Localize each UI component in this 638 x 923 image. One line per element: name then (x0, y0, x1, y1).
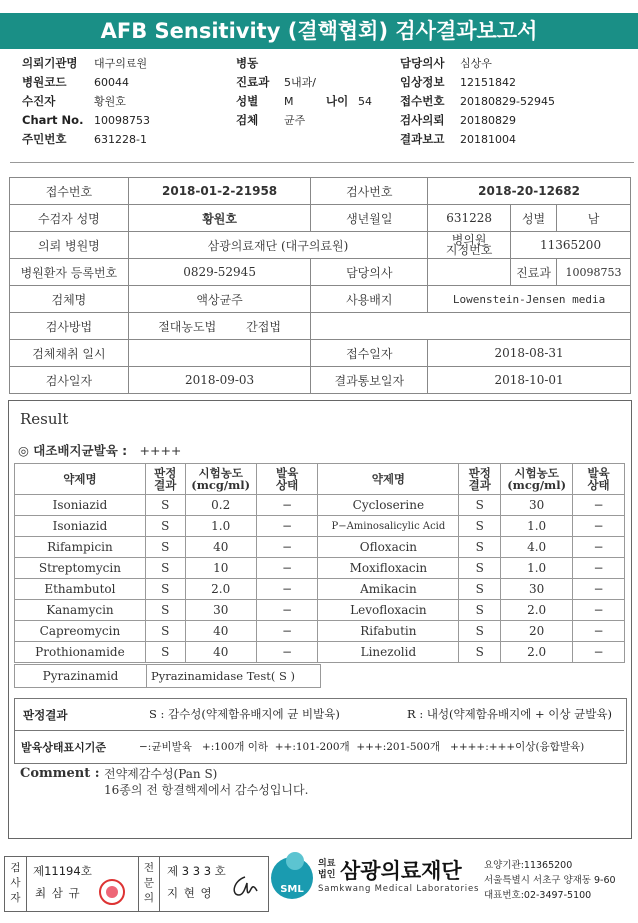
header-row: 담당의사 심상우 (400, 56, 492, 70)
drug-name: Kanamycin (15, 600, 146, 621)
header-col-1 (22, 54, 222, 149)
header-row: 접수번호 20180829-52945 (400, 94, 555, 108)
doctor (428, 259, 511, 286)
growth: − (256, 558, 318, 579)
signature-box (4, 856, 269, 912)
header-line: 시험농도 (198, 466, 243, 480)
concentration: 1.0 (185, 516, 256, 537)
drug-row (15, 558, 625, 579)
concentration: 30 (501, 579, 573, 600)
org-addr: 서울특별시 서초구 양재동 9-60 (484, 875, 616, 886)
drug-name: Streptomycin (15, 558, 146, 579)
label: 수검자 성명 (10, 205, 129, 232)
drug-name: Prothionamide (15, 642, 146, 663)
growth: − (573, 642, 625, 663)
drug-name: Isoniazid (15, 495, 146, 516)
hospital-code: 11365200 (511, 232, 631, 259)
header-line: 결과 (154, 478, 177, 492)
dept: 10098753 (557, 259, 631, 286)
sex: 남 (557, 205, 631, 232)
divider (10, 162, 634, 163)
judge: S (459, 621, 501, 642)
comment-text (104, 766, 308, 798)
drug-row (15, 516, 625, 537)
drug-name: Capreomycin (15, 621, 146, 642)
control-label: ◎ 대조배지균발육 : (18, 443, 128, 458)
header-col-3 (400, 54, 630, 149)
inspector-no: 제11194호 (33, 864, 92, 878)
judge: S (145, 516, 185, 537)
concentration: 20 (501, 621, 573, 642)
drug-row (15, 621, 625, 642)
label: 검체채취 일시 (10, 340, 129, 367)
specialist-no: 제 3 3 3 호 (167, 864, 226, 878)
header-line: (mcg/ml) (191, 478, 251, 492)
stamp-core (106, 886, 118, 898)
label: 검체명 (10, 286, 129, 313)
label: 접수일자 (311, 340, 428, 367)
judge: S (145, 495, 185, 516)
legend-growth-label: 발육상태표시기준 (21, 741, 107, 754)
drug-name: Linezolid (318, 642, 459, 663)
label: 성별 (511, 205, 557, 232)
comment-line: 전약제감수성(Pan S) (104, 767, 218, 781)
header-line: 판정 (468, 466, 491, 480)
control-growth (18, 441, 181, 459)
inspector-vertical: 검사자 (10, 862, 21, 904)
judge: S (459, 558, 501, 579)
label-line: 병의원 (451, 233, 487, 247)
growth: − (256, 621, 318, 642)
drug-row (15, 600, 625, 621)
col-growth (573, 464, 625, 495)
concentration: 4.0 (501, 537, 573, 558)
label: 접수번호 (10, 178, 129, 205)
comment-label: Comment : (20, 766, 100, 781)
header-col-2 (236, 54, 396, 130)
notify-date: 2018-10-01 (428, 367, 631, 394)
drug-name: Ofloxacin (318, 537, 459, 558)
org-legal (318, 859, 335, 881)
label: 의뢰 병원명 (10, 232, 129, 259)
org-small: 의료 (318, 859, 336, 869)
drug-name: Amikacin (318, 579, 459, 600)
stamp-seal (99, 879, 125, 905)
label: 생년월일 (311, 205, 428, 232)
reg-number: 2018-01-2-21958 (128, 178, 311, 205)
logo-text: SML (280, 884, 304, 895)
col-judge (459, 464, 501, 495)
test-number: 2018-20-12682 (428, 178, 631, 205)
org-code: 요양기관:11365200 (484, 860, 573, 871)
org-tel: 대표번호:02-3497-5100 (484, 890, 592, 901)
concentration: 30 (185, 600, 256, 621)
dob: 631228 (428, 205, 511, 232)
growth: − (573, 516, 625, 537)
drug-table (14, 463, 625, 663)
growth: − (256, 642, 318, 663)
growth: − (573, 495, 625, 516)
growth: − (573, 558, 625, 579)
concentration: 2.0 (501, 642, 573, 663)
drug-row (15, 495, 625, 516)
legend-judge-r: R : 내성(약제함유배지에 + 이상 균발육) (407, 707, 612, 721)
legend-growth-row (15, 731, 624, 762)
concentration: 2.0 (185, 579, 256, 600)
header-row: 진료과 5내과/ (236, 75, 316, 89)
label: 검사일자 (10, 367, 129, 394)
method (128, 313, 311, 340)
specialist-label (138, 857, 160, 911)
header-row: 수진자 황원호 (22, 94, 126, 108)
signature-mark (227, 873, 261, 903)
org-small: 법인 (318, 870, 336, 880)
logo-dot (286, 852, 304, 870)
drug-name: Levofloxacin (318, 600, 459, 621)
col-growth (256, 464, 318, 495)
header-row: 검사의뢰 20180829 (400, 113, 516, 127)
header-row: Chart No. 10098753 (22, 113, 150, 127)
header-row: 주민번호 631228-1 (22, 132, 147, 146)
growth: − (256, 516, 318, 537)
judge: S (145, 600, 185, 621)
growth: − (573, 537, 625, 558)
specialist-name: 지 현 영 (167, 886, 213, 900)
header-row: 병동 (236, 56, 259, 70)
media: Lowenstein-Jensen media (428, 286, 631, 313)
label: 검사번호 (311, 178, 428, 205)
concentration: 1.0 (501, 516, 573, 537)
concentration: 1.0 (501, 558, 573, 579)
col-conc (185, 464, 256, 495)
drug-rows (15, 495, 625, 663)
method-1: 절대농도법 (158, 319, 217, 334)
growth: − (573, 621, 625, 642)
header-row: 임상정보 12151842 (400, 75, 516, 89)
header-line: 상태 (587, 478, 610, 492)
label: 담당의사 (311, 259, 428, 286)
drug-name: Cycloserine (318, 495, 459, 516)
header-line: 상태 (275, 478, 299, 492)
result-title: Result (20, 410, 69, 428)
concentration: 10 (185, 558, 256, 579)
judge: S (459, 600, 501, 621)
judge: S (145, 558, 185, 579)
judge: S (459, 516, 501, 537)
header-line: 결과 (468, 478, 491, 492)
report-title: AFB Sensitivity (결핵협회) 검사결과보고서 (0, 13, 638, 49)
label-line: 지정번호 (445, 243, 493, 257)
col-drug: 약제명 (318, 464, 459, 495)
concentration: 40 (185, 642, 256, 663)
judge: S (459, 495, 501, 516)
drug-name: Rifampicin (15, 537, 146, 558)
specimen: 액상균주 (128, 286, 311, 313)
legend-judge-label: 판정결과 (23, 708, 68, 722)
header-line: 발육 (275, 466, 299, 480)
pza-value: Pyrazinamidase Test( S ) (151, 669, 296, 683)
comment-line: 16종의 전 항결핵제에서 감수성입니다. (104, 783, 309, 797)
drug-row (15, 537, 625, 558)
header-row: 의뢰기관명 대구의료원 (22, 56, 148, 70)
drug-name: P−Aminosalicylic Acid (318, 516, 459, 537)
drug-row (15, 579, 625, 600)
label (428, 232, 511, 259)
hospital: 삼광의료재단 (대구의료원) (128, 232, 427, 259)
org-contact (484, 858, 616, 903)
col-conc (501, 464, 573, 495)
concentration: 0.2 (185, 495, 256, 516)
header-row: 성별 M 나이 54 (236, 94, 372, 108)
pza-drug: Pyrazinamid (15, 665, 147, 687)
judge: S (459, 642, 501, 663)
label: 진료과 (511, 259, 557, 286)
patient-reg: 0829-52945 (128, 259, 311, 286)
concentration: 30 (501, 495, 573, 516)
empty (311, 313, 631, 340)
legend-growth: −:균비발육 +:100개 이하 ++:101-200개 +++:201-500개 ++++:+++이상(융합발육) (139, 741, 585, 753)
judge: S (145, 579, 185, 600)
col-judge (145, 464, 185, 495)
header-line: 시험농도 (514, 466, 559, 480)
judge: S (145, 621, 185, 642)
judge: S (145, 642, 185, 663)
header-row: 병원코드 60044 (22, 75, 129, 89)
label: 병원환자 등록번호 (10, 259, 129, 286)
drug-name: Moxifloxacin (318, 558, 459, 579)
inspector-name: 최 삼 규 (35, 886, 81, 900)
growth: − (256, 579, 318, 600)
org-en: Samkwang Medical Laboratories (318, 884, 480, 894)
specialist-vertical: 전문의 (143, 862, 155, 904)
header-line: 판정 (154, 466, 177, 480)
drug-row (15, 642, 625, 663)
judge: S (459, 579, 501, 600)
col-drug: 약제명 (15, 464, 146, 495)
growth: − (256, 600, 318, 621)
drug-name: Ethambutol (15, 579, 146, 600)
concentration: 2.0 (501, 600, 573, 621)
concentration: 40 (185, 621, 256, 642)
judge: S (145, 537, 185, 558)
label: 검사방법 (10, 313, 129, 340)
header-line: 발육 (587, 466, 610, 480)
test-date: 2018-09-03 (128, 367, 311, 394)
label: 사용배지 (311, 286, 428, 313)
legend-judge-s: S : 감수성(약제함유배지에 균 비발육) (149, 707, 340, 721)
drug-name: Isoniazid (15, 516, 146, 537)
label: 결과통보일자 (311, 367, 428, 394)
growth: − (573, 600, 625, 621)
org-name: 삼광의료재단 (340, 859, 462, 883)
patient-name: 황원호 (128, 205, 311, 232)
legend-box (14, 698, 627, 764)
growth: − (256, 537, 318, 558)
judge: S (459, 537, 501, 558)
legend-judge-row (15, 699, 624, 731)
header-row: 검체 균주 (236, 113, 306, 127)
growth: − (573, 579, 625, 600)
inspector-label (5, 857, 27, 911)
collect-date (128, 340, 311, 367)
header-line: (mcg/ml) (507, 478, 567, 492)
receipt-date: 2018-08-31 (428, 340, 631, 367)
drug-name: Rifabutin (318, 621, 459, 642)
method-2: 간접법 (246, 319, 281, 334)
concentration: 40 (185, 537, 256, 558)
pza-row (14, 664, 321, 688)
growth: − (256, 495, 318, 516)
patient-info-table (9, 177, 631, 394)
header-row: 결과보고 20181004 (400, 132, 516, 146)
control-value: ++++ (139, 443, 182, 458)
